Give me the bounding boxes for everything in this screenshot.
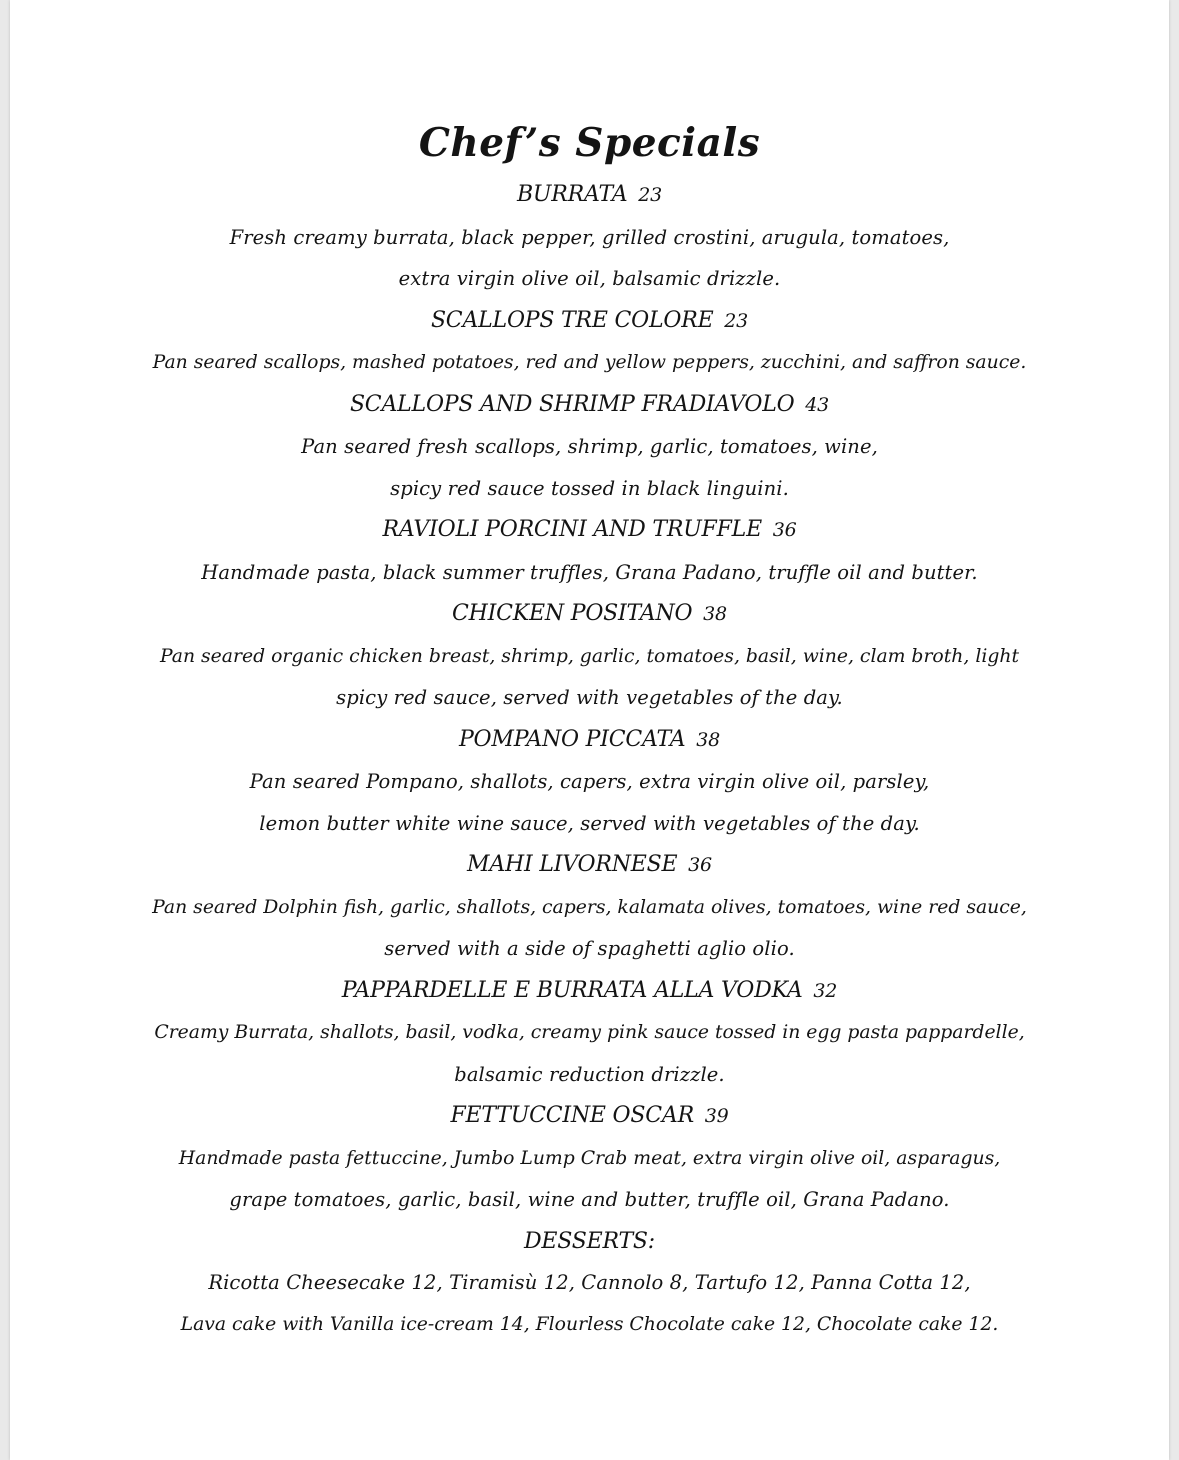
dish-description: balsamic reduction drizzle.: [454, 1062, 725, 1086]
desserts-list: Ricotta Cheesecake 12, Tiramisù 12, Cannolo 8, Tartufo 12, Panna Cotta 12,: [208, 1271, 971, 1294]
dish-description: Pan seared fresh scallops, shrimp, garlic, tomatoes, wine,: [301, 435, 878, 458]
dish-description: Handmade pasta, black summer truffles, Grana Padano, truffle oil and butter.: [201, 560, 978, 584]
menu-item-pompano-piccata: [10, 719, 1169, 845]
dish-name: MAHI LIVORNESE 36: [467, 852, 712, 877]
dish-description: spicy red sauce tossed in black linguini.: [390, 476, 789, 500]
menu-item-scallops-shrimp-fradiavolo: [10, 384, 1169, 510]
desserts-section: [10, 1221, 1169, 1346]
dish-price: 23: [724, 309, 749, 332]
dish-description: Creamy Burrata, shallots, basil, vodka, creamy pink sauce tossed in egg pasta pappardelle,: [154, 1022, 1025, 1043]
dish-description: Pan seared organic chicken breast, shrimp, garlic, tomatoes, basil, wine, clam broth, light: [159, 645, 1019, 667]
dish-description: Pan seared Pompano, shallots, capers, extra virgin olive oil, parsley,: [249, 770, 930, 793]
dish-description: spicy red sauce, served with vegetables of the day.: [336, 686, 843, 709]
dish-price: 36: [772, 519, 797, 541]
menu-content: [10, 112, 1169, 1345]
dish-description: lemon butter white wine sauce, served with vegetables of the day.: [259, 811, 920, 835]
dish-description: Handmade pasta fettuccine, Jumbo Lump Crab meat, extra virgin olive oil, asparagus,: [178, 1147, 1001, 1169]
desserts-list: Lava cake with Vanilla ice-cream 14, Flourless Chocolate cake 12, Chocolate cake 12.: [180, 1313, 999, 1335]
dish-price: 39: [704, 1105, 729, 1127]
menu-item-mahi-livornese: [10, 844, 1169, 970]
dish-price: 38: [696, 728, 721, 751]
dish-name: RAVIOLI PORCINI AND TRUFFLE 36: [382, 517, 797, 542]
menu-item-pappardelle-burrata: [10, 970, 1169, 1096]
dish-price: 23: [638, 184, 663, 206]
menu-item-fettuccine-oscar: [10, 1095, 1169, 1221]
menu-item-chicken-positano: [10, 593, 1169, 719]
menu-item-ravioli-porcini: [10, 509, 1169, 593]
dish-description: extra virgin olive oil, balsamic drizzle.: [398, 267, 781, 290]
dish-description: Fresh creamy burrata, black pepper, grilled crostini, arugula, tomatoes,: [229, 225, 950, 249]
dish-price: 38: [703, 603, 727, 625]
dish-name: SCALLOPS AND SHRIMP FRADIAVOLO 43: [349, 391, 830, 417]
dish-description: served with a side of spaghetti aglio olio.: [384, 937, 795, 960]
dish-price: 36: [688, 854, 712, 876]
desserts-heading: DESSERTS:: [523, 1228, 656, 1254]
menu-item-burrata: [10, 174, 1169, 300]
dish-name: FETTUCCINE OSCAR 39: [450, 1103, 729, 1128]
menu-item-scallops-tre-colore: [10, 300, 1169, 384]
dish-name: SCALLOPS TRE COLORE 23: [430, 307, 749, 333]
dish-name: PAPPARDELLE E BURRATA ALLA VODKA 32: [341, 977, 838, 1003]
dish-name: CHICKEN POSITANO 38: [452, 601, 727, 626]
dish-name: POMPANO PICCATA 38: [458, 726, 721, 752]
dish-description: Pan seared Dolphin fish, garlic, shallots, capers, kalamata olives, tomatoes, wine red sauce,: [152, 896, 1027, 918]
dish-price: 43: [805, 393, 830, 416]
dish-name: BURRATA 23: [516, 182, 663, 207]
menu-title: Chef’s Specials: [418, 120, 761, 166]
dish-price: 32: [813, 979, 838, 1002]
dish-description: Pan seared scallops, mashed potatoes, red and yellow peppers, zucchini, and saffron sauce.: [152, 352, 1027, 373]
dish-description: grape tomatoes, garlic, basil, wine and butter, truffle oil, Grana Padano.: [229, 1188, 950, 1211]
menu-page: [10, 0, 1169, 1460]
